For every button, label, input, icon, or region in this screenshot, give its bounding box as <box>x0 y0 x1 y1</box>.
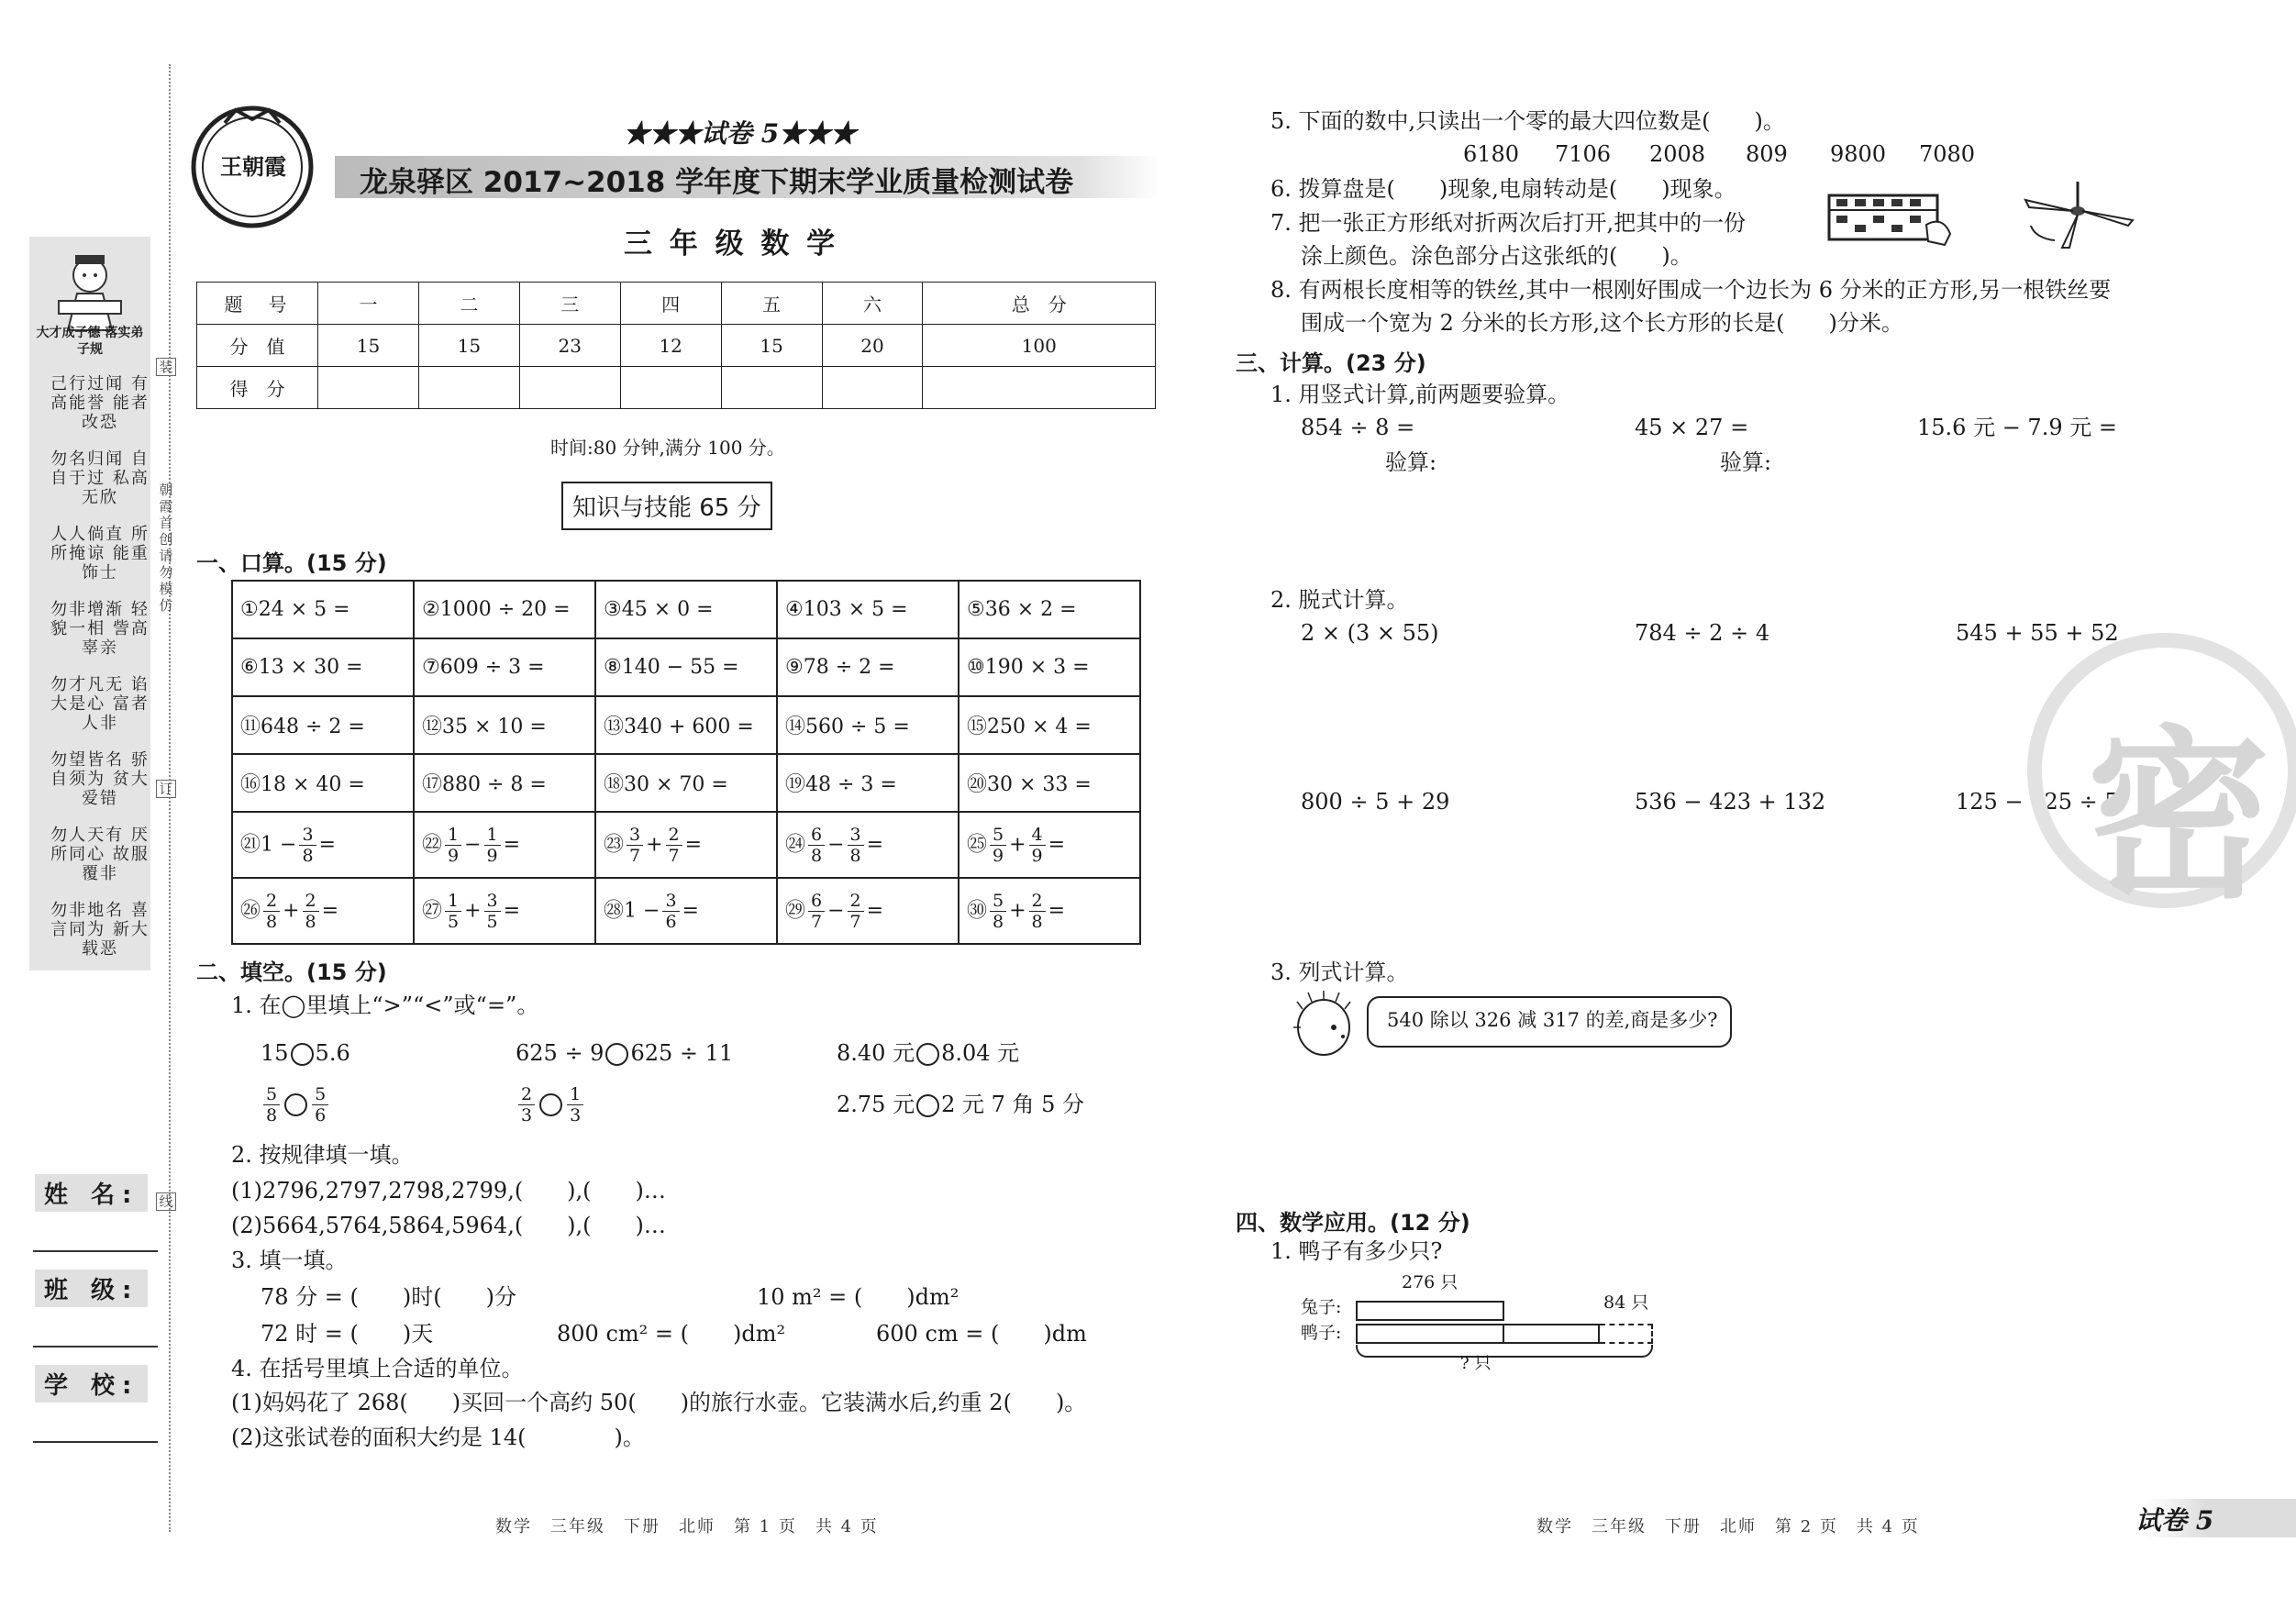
school-label: 学 校: <box>35 1365 148 1403</box>
question-text: 1. 在◯里填上“>”“<”或“=”。 <box>231 993 539 1018</box>
option-number: 6180 <box>1463 141 1520 167</box>
duck-bar-extension <box>1504 1324 1600 1344</box>
compare-circle[interactable] <box>291 1043 314 1066</box>
calc-cell: ⑳30 × 33 = <box>959 754 1140 812</box>
calc-cell: ⑭560 ÷ 5 = <box>777 696 959 754</box>
calc-cell: ㉓ $\frac{3}{7}$ + $\frac{2}{7}$ = <box>595 812 777 878</box>
score-cell[interactable] <box>620 367 721 409</box>
calc-cell: ⑤36 × 2 = <box>959 581 1140 638</box>
time-note: 时间:80 分钟,满分 100 分。 <box>550 437 785 459</box>
line-diagram-label: 276 只 <box>1402 1272 1459 1292</box>
question-text: 600 cm = ( )dm <box>876 1321 1087 1347</box>
table-row-label: 题 号 <box>197 283 318 325</box>
calc-expression: 536 − 423 + 132 <box>1635 789 1826 815</box>
option-number: 9800 <box>1830 141 1887 167</box>
compare-circle[interactable] <box>916 1094 939 1117</box>
calc-expression: 45 × 27 = <box>1635 415 1749 440</box>
sidebar-motto: 大才成子德 落实弟子规 <box>36 326 144 357</box>
question-text: (2)5664,5764,5864,5964,( ),( )… <box>231 1213 666 1238</box>
check-label: 验算: <box>1385 449 1437 475</box>
line-diagram-label: 兔子: <box>1301 1297 1342 1317</box>
compare-circle[interactable] <box>916 1043 939 1066</box>
page-footer: 数学 三年级 下册 北师 第 2 页 共 4 页 <box>1536 1517 1920 1536</box>
section-heading: 一、口算。(15 分) <box>196 550 387 576</box>
line-diagram-label: 84 只 <box>1603 1292 1649 1313</box>
section-header: 二 <box>418 283 519 325</box>
calc-cell: ㉑1 − $\frac{3}{8}$ = <box>232 812 414 878</box>
compare-item: 15 5.6 <box>261 1040 350 1066</box>
question-text: 72 时 = ( )天 <box>261 1321 434 1347</box>
score-cell[interactable] <box>721 367 822 409</box>
score-value: 15 <box>721 325 822 367</box>
calc-expression: 784 ÷ 2 ÷ 4 <box>1635 620 1770 646</box>
hedgehog-icon <box>1293 991 1354 1059</box>
question-text: 5. 下面的数中,只读出一个零的最大四位数是( )。 <box>1270 108 1785 134</box>
calc-cell: ④103 × 5 = <box>777 581 959 638</box>
calc-expression: 15.6 元 − 7.9 元 = <box>1917 415 2117 440</box>
section-header: 六 <box>822 283 923 325</box>
binding-dotted-line <box>169 64 171 1532</box>
compare-circle[interactable] <box>539 1093 562 1116</box>
calc-cell: ㉔ $\frac{6}{8}$ − $\frac{3}{8}$ = <box>777 812 959 878</box>
proverb: 人人倘直 所所掩谅 能重饰士 <box>50 525 150 582</box>
rail-binding-mark: 装 <box>156 358 176 376</box>
section-heading: 四、数学应用。(12 分) <box>1236 1210 1470 1236</box>
question-text: 3. 列式计算。 <box>1270 959 1409 985</box>
section-header: 三 <box>519 283 620 325</box>
score-cell[interactable] <box>418 367 519 409</box>
proverb: 勿非地名 喜言同为 新大载恶 <box>50 901 150 959</box>
question-text: 围成一个宽为 2 分米的长方形,这个长方形的长是( )分米。 <box>1301 310 1903 336</box>
calc-cell: ⑰880 ÷ 8 = <box>414 754 595 812</box>
page-footer: 数学 三年级 下册 北师 第 1 页 共 4 页 <box>495 1517 879 1536</box>
score-value: 23 <box>519 325 620 367</box>
question-text: (2)这张试卷的面积大约是 14( )。 <box>231 1425 645 1450</box>
proverb: 勿人天有 厌所同心 故服覆非 <box>50 826 150 883</box>
class-label: 班 级: <box>35 1270 148 1307</box>
question-text: 3. 填一填。 <box>231 1248 348 1273</box>
question-text: 1. 用竖式计算,前两题要验算。 <box>1270 382 1570 407</box>
duck-bar-extra <box>1600 1324 1653 1344</box>
compare-circle[interactable] <box>605 1043 628 1066</box>
proverb: 勿非增渐 轻貌一相 訾高辜亲 <box>50 600 150 658</box>
rail-binding-mark: 线 <box>156 1192 176 1211</box>
calc-cell: ⑮250 × 4 = <box>959 696 1140 754</box>
calc-cell: ⑲48 ÷ 3 = <box>777 754 959 812</box>
score-value: 15 <box>418 325 519 367</box>
name-field[interactable] <box>33 1250 158 1252</box>
calc-cell: ㉘1 − $\frac{3}{6}$ = <box>595 878 777 944</box>
motto-sidebar <box>29 237 150 970</box>
score-table <box>196 282 1156 409</box>
calc-cell: ⑩190 × 3 = <box>959 638 1140 696</box>
calc-cell: ㉕ $\frac{5}{9}$ + $\frac{4}{9}$ = <box>959 812 1140 878</box>
class-field[interactable] <box>33 1346 158 1347</box>
ceiling-fan-icon <box>2018 182 2137 255</box>
section-heading: 三、计算。(23 分) <box>1236 350 1426 376</box>
section-header: 五 <box>721 283 822 325</box>
subject-title: 三 年 级 数 学 <box>624 227 839 261</box>
calc-expression: 854 ÷ 8 = <box>1301 415 1415 440</box>
compare-item: 625 ÷ 9 625 ÷ 11 <box>516 1040 734 1066</box>
question-text: 1. 鸭子有多少只? <box>1270 1238 1443 1264</box>
compare-item: $\frac{2}{3}$ $\frac{1}{3}$ <box>516 1084 586 1126</box>
rail-binding-mark: 订 <box>156 780 176 798</box>
section-header: 总 分 <box>923 283 1156 325</box>
question-text: 涂上颜色。涂色部分占这张纸的( )。 <box>1301 243 1692 269</box>
calc-cell: ⑧140 − 55 = <box>595 638 777 696</box>
calc-cell: ㉙ $\frac{6}{7}$ − $\frac{2}{7}$ = <box>777 878 959 944</box>
paper-number: ★★★试卷 5★★★ <box>624 118 857 149</box>
calc-cell: ⑯18 × 40 = <box>232 754 414 812</box>
table-row-label: 分 值 <box>197 325 318 367</box>
calc-cell: ⑥13 × 30 = <box>232 638 414 696</box>
compare-circle[interactable] <box>284 1093 307 1116</box>
score-cell[interactable] <box>318 367 419 409</box>
calc-cell: ⑫35 × 10 = <box>414 696 595 754</box>
option-number: 7080 <box>1919 141 1976 167</box>
total-brace <box>1356 1345 1653 1358</box>
proverb: 己行过闻 有高能誉 能者改恐 <box>50 374 150 432</box>
abacus-icon <box>1825 188 1954 249</box>
section-box-title: 知识与技能 65 分 <box>561 482 772 530</box>
compare-item: $\frac{5}{8}$ $\frac{5}{6}$ <box>261 1084 331 1126</box>
proverb: 勿望皆名 骄自须为 贫大爱错 <box>50 750 150 808</box>
section-header: 四 <box>620 283 721 325</box>
score-value: 15 <box>318 325 419 367</box>
exam-title: 龙泉驿区 2017~2018 学年度下期末学业质量检测试卷 <box>360 166 1074 199</box>
question-text: 2. 按规律填一填。 <box>231 1142 414 1168</box>
calc-cell: ③45 × 0 = <box>595 581 777 638</box>
question-text: (1)2796,2797,2798,2799,( ),( )… <box>231 1178 666 1203</box>
check-label: 验算: <box>1720 449 1772 475</box>
section-header: 一 <box>318 283 419 325</box>
calc-cell: ㉒ $\frac{1}{9}$ − $\frac{1}{9}$ = <box>414 812 595 878</box>
score-cell[interactable] <box>519 367 620 409</box>
compare-item: 8.40 元 8.04 元 <box>837 1040 1020 1066</box>
school-field[interactable] <box>33 1441 158 1443</box>
calc-expression: 545 + 55 + 52 <box>1956 620 2119 646</box>
oral-calc-table <box>231 580 1141 945</box>
question-text: 6. 拨算盘是( )现象,电扇转动是( )现象。 <box>1270 176 1736 202</box>
watermark-text: 密 <box>2087 710 2271 924</box>
proverb: 勿才凡无 谄大是心 富者人非 <box>50 675 150 733</box>
calc-cell: ⑨78 ÷ 2 = <box>777 638 959 696</box>
logo-text: 王朝霞 <box>220 153 286 180</box>
calc-cell: ⑬340 + 600 = <box>595 696 777 754</box>
calc-cell: ㉖ $\frac{2}{8}$ + $\frac{2}{8}$ = <box>232 878 414 944</box>
calc-cell: ②1000 ÷ 20 = <box>414 581 595 638</box>
compare-item: 2.75 元 2 元 7 角 5 分 <box>837 1092 1085 1117</box>
question-text: 78 分 = ( )时( )分 <box>261 1284 516 1310</box>
score-value: 100 <box>923 325 1156 367</box>
rail-note: 朝霞首创 请勿模仿 <box>159 482 173 614</box>
line-diagram-label: ? 只 <box>1460 1354 1492 1373</box>
calc-cell: ㉚ $\frac{5}{8}$ + $\frac{2}{8}$ = <box>959 878 1140 944</box>
line-diagram-label: 鸭子: <box>1301 1323 1342 1343</box>
calc-expression: 800 ÷ 5 + 29 <box>1301 789 1450 815</box>
option-number: 809 <box>1746 141 1788 167</box>
rabbit-bar <box>1356 1301 1504 1321</box>
score-cell[interactable] <box>822 367 923 409</box>
section-heading: 二、填空。(15 分) <box>196 959 387 985</box>
calc-cell: ⑱30 × 70 = <box>595 754 777 812</box>
table-row-label: 得 分 <box>197 367 318 409</box>
question-text: 4. 在括号里填上合适的单位。 <box>231 1356 524 1381</box>
question-text: 10 m² = ( )dm² <box>757 1284 959 1310</box>
paper-badge: 试卷 5 <box>2135 1505 2214 1536</box>
name-label: 姓 名: <box>35 1174 148 1212</box>
calc-cell: ⑦609 ÷ 3 = <box>414 638 595 696</box>
duck-bar <box>1356 1324 1504 1344</box>
question-text: 2. 脱式计算。 <box>1270 587 1409 613</box>
calc-expression: 125 − 125 ÷ 5 <box>1956 789 2119 815</box>
score-value: 12 <box>620 325 721 367</box>
calc-cell: ⑪648 ÷ 2 = <box>232 696 414 754</box>
question-text: 800 cm² = ( )dm² <box>557 1321 786 1347</box>
scholar-figure-icon <box>55 250 125 332</box>
score-cell[interactable] <box>923 367 1156 409</box>
bubble-text: 540 除以 326 减 317 的差,商是多少? <box>1387 1009 1718 1031</box>
proverb: 勿名归闻 自自于过 私高无欣 <box>50 449 150 507</box>
calc-expression: 2 × (3 × 55) <box>1301 620 1439 646</box>
option-number: 2008 <box>1649 141 1706 167</box>
calc-cell: ①24 × 5 = <box>232 581 414 638</box>
option-number: 7106 <box>1555 141 1612 167</box>
question-text: 7. 把一张正方形纸对折两次后打开,把其中的一份 <box>1270 210 1747 236</box>
score-value: 20 <box>822 325 923 367</box>
question-text: (1)妈妈花了 268( )买回一个高约 50( )的旅行水壶。它装满水后,约重 2( )。 <box>231 1390 1087 1415</box>
calc-cell: ㉗ $\frac{1}{5}$ + $\frac{3}{5}$ = <box>414 878 595 944</box>
question-text: 8. 有两根长度相等的铁丝,其中一根刚好围成一个边长为 6 分米的正方形,另一根铁丝要 <box>1270 277 2112 303</box>
